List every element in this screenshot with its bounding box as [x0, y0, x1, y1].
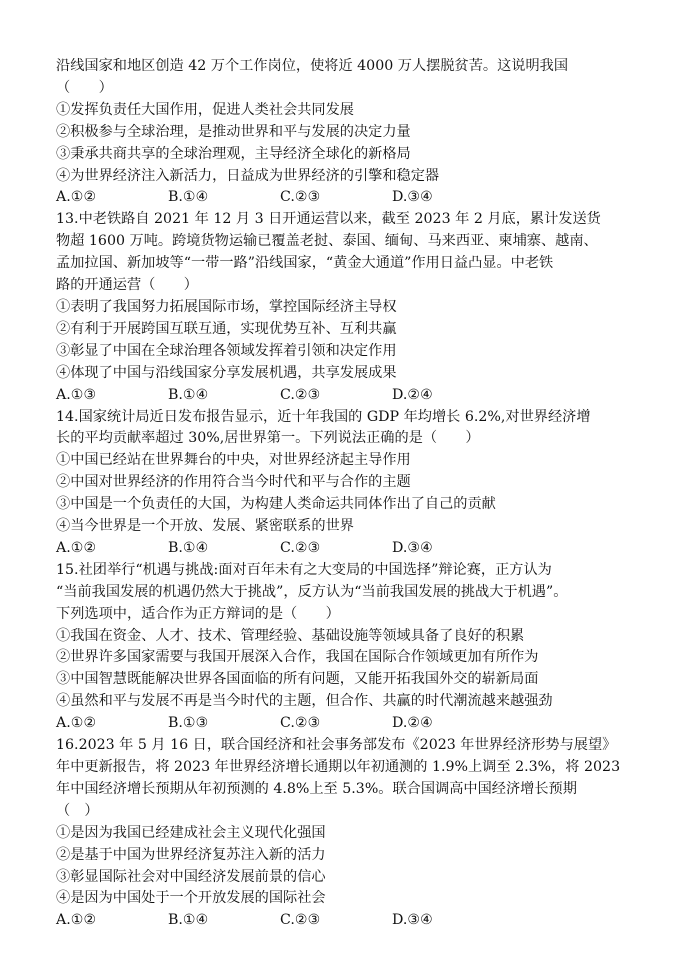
- option-a: A.①③: [56, 386, 97, 403]
- stem-line: 物超 1600 万吨。跨境货物运输已覆盖老挝、泰国、缅甸、马来西亚、柬埔寨、越南、: [56, 233, 598, 250]
- option-a: A.①②: [56, 539, 97, 556]
- question-12-fragment: [56, 56, 648, 209]
- stem-line: “当前我国发展的机遇仍然大于挑战”，反方认为“当前我国发展的挑战大于机遇”。: [56, 583, 568, 600]
- option-c: C.②③: [280, 715, 321, 732]
- option-d: D.③④: [392, 189, 433, 206]
- option-d: D.③④: [392, 539, 433, 556]
- statement: ②中国对世界经济的作用符合当今时代和平与合作的主题: [56, 474, 411, 491]
- question-15: [56, 560, 648, 735]
- statement: ①是因为我国已经建成社会主义现代化强国: [56, 824, 326, 841]
- stem-line: 沿线国家和地区创造 42 万个工作岗位，使将近 4000 万人摆脱贫苦。这说明我国: [56, 58, 569, 74]
- option-c: C.②③: [280, 189, 321, 206]
- statement: ④当今世界是一个开放、发展、紧密联系的世界: [56, 518, 354, 535]
- statement: ④为世界经济注入新活力，日益成为世界经济的引擎和稳定器: [56, 167, 440, 184]
- stem-line: 孟加拉国、新加坡等“一带一路”沿线国家，“黄金大通道”作用日益凸显。中老铁: [56, 255, 554, 272]
- option-a: A.①②: [56, 715, 97, 732]
- answer-options: [56, 187, 648, 209]
- answer-options: [56, 713, 648, 735]
- option-a: A.①②: [56, 912, 97, 929]
- option-b: B.①④: [168, 912, 209, 929]
- stem-line: 下列选项中，适合作为正方辩词的是（ ）: [56, 605, 340, 622]
- option-d: D.③④: [392, 912, 433, 929]
- option-c: C.②③: [280, 386, 321, 403]
- statement: ①发挥负责任大国作用，促进人类社会共同发展: [56, 101, 354, 118]
- stem-line: 15.社团举行“机遇与挑战:面对百年未有之大变局的中国选择”辩论赛，正方认为: [56, 561, 552, 578]
- question-13: [56, 209, 648, 406]
- statement: ②积极参与全球治理，是推动世界和平与发展的决定力量: [56, 123, 411, 140]
- stem-line: 路的开通运营（ ）: [56, 277, 198, 294]
- statement: ①我国在资金、人才、技术、管理经验、基础设施等领域具备了良好的积累: [56, 627, 525, 644]
- statement: ②是基于中国为世界经济复苏注入新的活力: [56, 846, 326, 863]
- statement: ③秉承共商共享的全球治理观，主导经济全球化的新格局: [56, 145, 411, 162]
- answer-options: [56, 385, 648, 407]
- answer-options: [56, 910, 648, 932]
- option-b: B.①③: [168, 715, 209, 732]
- stem-line: 14.国家统计局近日发布报告显示，近十年我国的 GDP 年均增长 6.2%,对世界经济增: [56, 408, 591, 425]
- statement: ③彰显了中国在全球治理各领域发挥着引领和决定作用: [56, 342, 397, 359]
- statement: ④虽然和平与发展不再是当今时代的主题，但合作、共赢的时代潮流越来越强劲: [56, 693, 553, 710]
- statement: ④体现了中国与沿线国家分享发展机遇，共享发展成果: [56, 364, 397, 381]
- stem-line: 13.中老铁路自 2021 年 12 月 3 日开通运营以来，截至 2023 年 2 月底，累计发送货: [56, 211, 601, 228]
- statement: ①表明了我国努力拓展国际市场，掌控国际经济主导权: [56, 298, 397, 315]
- stem-line: （ ）: [56, 79, 113, 96]
- option-b: B.①④: [168, 386, 209, 403]
- statement: ③彰显国际社会对中国经济发展前景的信心: [56, 868, 326, 885]
- stem-line: 年中国经济增长预期从年初预测的 4.8%上至 5.3%。联合国调高中国经济增长预期: [56, 780, 577, 797]
- stem-line: 长的平均贡献率超过 30%,居世界第一。下列说法正确的是（ ）: [56, 430, 480, 447]
- statement: ③中国智慧既能解决世界各国面临的所有问题，又能开拓我国外交的崭新局面: [56, 671, 539, 688]
- option-b: B.①④: [168, 189, 209, 206]
- option-a: A.①②: [56, 189, 97, 206]
- stem-line: （ ）: [56, 802, 99, 819]
- option-b: B.①④: [168, 539, 209, 556]
- statement: ②有利于开展跨国互联互通，实现优势互补、互利共赢: [56, 320, 397, 337]
- answer-options: [56, 538, 648, 560]
- question-14: [56, 407, 648, 560]
- statement: ②世界许多国家需要与我国开展深入合作，我国在国际合作领域更加有所作为: [56, 649, 539, 666]
- stem-line: 16.2023 年 5 月 16 日，联合国经济和社会事务部发布《2023 年世界经济形势与展望》: [56, 737, 617, 754]
- stem-line: 年中更新报告，将 2023 年世界经济增长通期以年初通测的 1.9%上调至 2.3%，将 2023: [56, 759, 621, 775]
- option-c: C.②③: [280, 912, 321, 929]
- question-16: [56, 735, 648, 932]
- option-d: D.②④: [392, 715, 433, 732]
- option-d: D.②④: [392, 386, 433, 403]
- statement: ④是因为中国处于一个开放发展的国际社会: [56, 890, 326, 907]
- option-c: C.②③: [280, 539, 321, 556]
- statement: ①中国已经站在世界舞台的中央，对世界经济起主导作用: [56, 452, 411, 469]
- statement: ③中国是一个负责任的大国，为构建人类命运共同体作出了自己的贡献: [56, 496, 496, 513]
